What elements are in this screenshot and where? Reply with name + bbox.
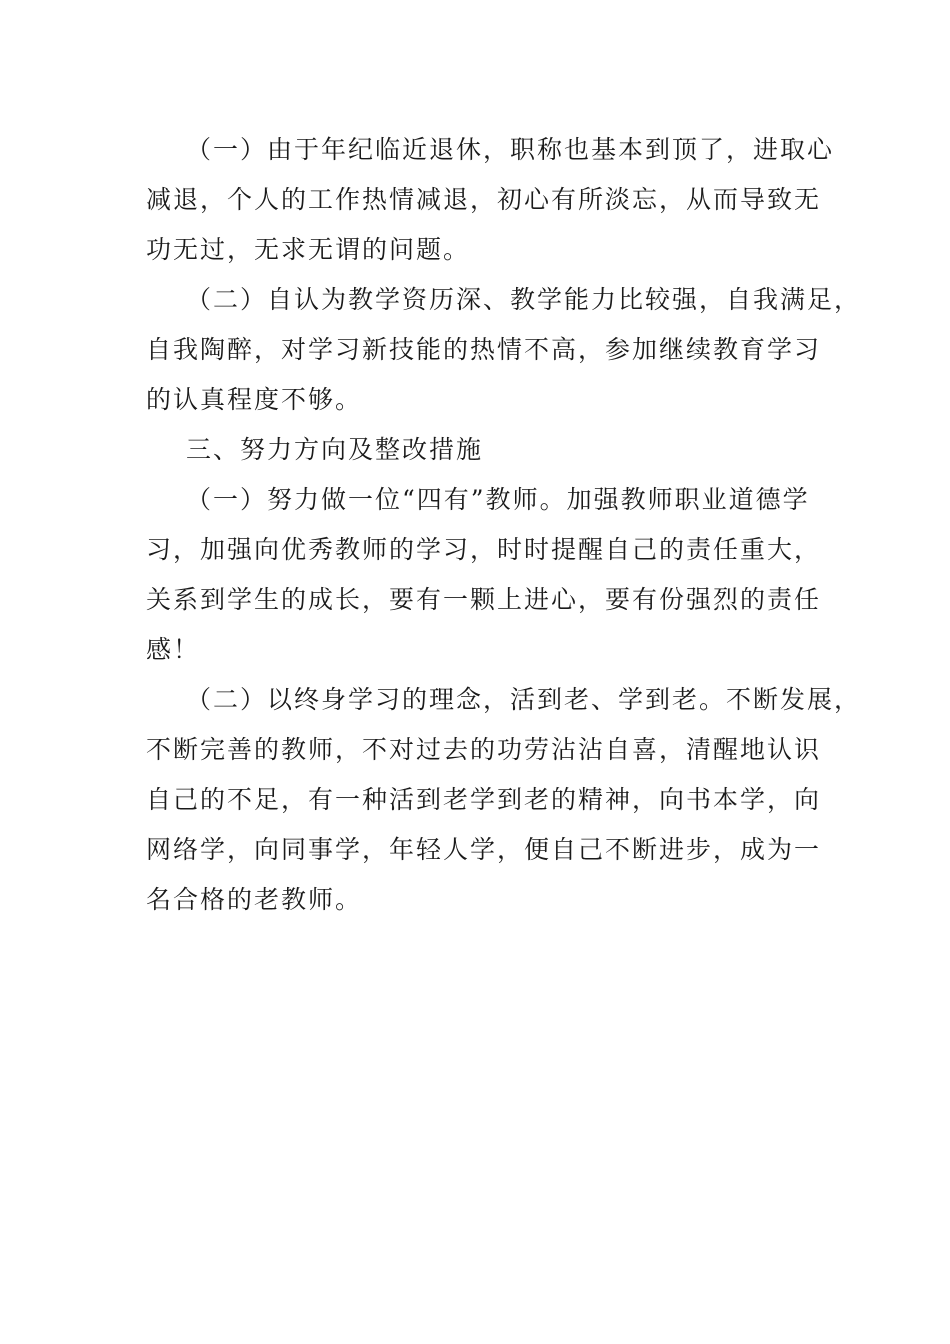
paragraph-4-line-4: 网络学，向同事学，年轻人学，便自己不断进步，成为一 — [146, 835, 822, 864]
paragraph-4-line-5: 名合格的老教师。 — [146, 885, 363, 914]
paragraph-3-line-4: 感！ — [146, 635, 201, 664]
paragraph-2-line-1: （二）自认为教学资历深、教学能力比较强，自我满足， — [186, 285, 862, 314]
paragraph-1-line-1: （一）由于年纪临近退休，职称也基本到顶了，进取心 — [186, 135, 835, 164]
paragraph-4-line-1: （二）以终身学习的理念，活到老、学到老。不断发展， — [186, 685, 862, 714]
paragraph-3-line-2: 习，加强向优秀教师的学习，时时提醒自己的责任重大， — [146, 535, 822, 564]
section-heading: 三、努力方向及整改措施 — [186, 435, 484, 464]
paragraph-4-line-3: 自己的不足，有一种活到老学到老的精神，向书本学，向 — [146, 785, 822, 814]
paragraph-1-line-2: 减退，个人的工作热情减退，初心有所淡忘，从而导致无 — [146, 185, 822, 214]
paragraph-2-line-2: 自我陶醉，对学习新技能的热情不高，参加继续教育学习 — [146, 335, 822, 364]
paragraph-3-line-3: 关系到学生的成长，要有一颗上进心，要有份强烈的责任 — [146, 585, 822, 614]
paragraph-1-line-3: 功无过，无求无谓的问题。 — [146, 235, 471, 264]
paragraph-3-line-1: （一）努力做一位“四有”教师。加强教师职业道德学 — [186, 485, 810, 514]
paragraph-2-line-3: 的认真程度不够。 — [146, 385, 363, 414]
paragraph-4-line-2: 不断完善的教师，不对过去的功劳沾沾自喜，清醒地认识 — [146, 735, 822, 764]
